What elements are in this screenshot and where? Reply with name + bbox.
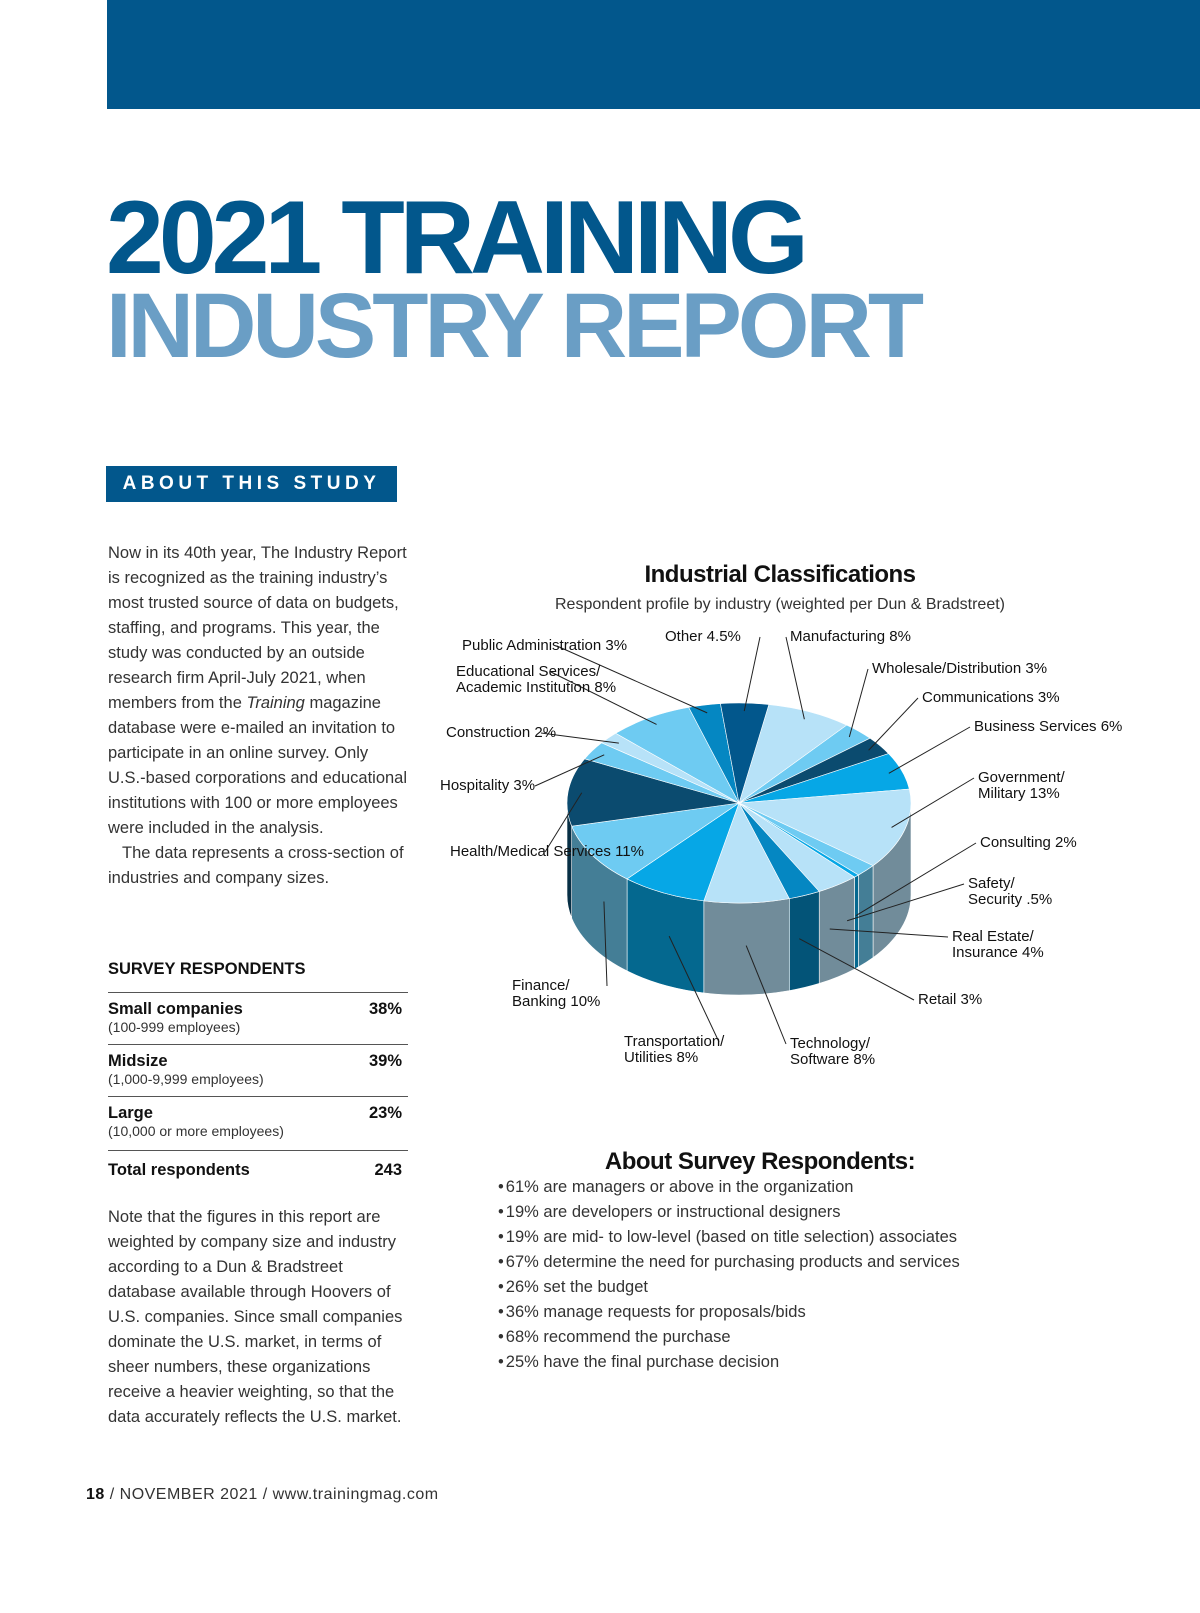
list-item: • 61% are managers or above in the organization bbox=[498, 1175, 960, 1200]
pie-slice-label: Government/ Military 13% bbox=[978, 769, 1065, 802]
list-item: • 19% are mid- to low-level (based on title selection) associates bbox=[498, 1225, 960, 1250]
table-row bbox=[108, 992, 408, 1044]
chart-subtitle: Respondent profile by industry (weighted per Dun & Bradstreet) bbox=[554, 596, 1005, 613]
intro-p1-end: magazine database were e-mailed an invitation to participate in an online survey. Only U.S.-based corporations and educational institutions with 100 or more employees were included in the analysis. bbox=[108, 694, 408, 837]
pie-slice-label: Finance/ Banking 10% bbox=[512, 977, 601, 1010]
pie-slice-label: Safety/ Security .5% bbox=[968, 875, 1053, 908]
intro-p1-start: Now in its 40th year, The Industry Report is recognized as the training industry’s most trusted source of data on budgets, staffing, and programs. This year, the study was conducted by an outside research firm April-July 2021, when members from the bbox=[108, 544, 407, 712]
pie-slice-label: Hospitality 3% bbox=[440, 777, 536, 794]
pie-slice-label: Communications 3% bbox=[922, 689, 1060, 706]
row-value: 23% bbox=[368, 1104, 402, 1122]
list-item: • 67% determine the need for purchasing products and services bbox=[498, 1250, 960, 1275]
about-respondents-title: About Survey Respondents: bbox=[604, 1148, 916, 1175]
total-label: Total respondents bbox=[108, 1161, 250, 1179]
row-sub: (100-999 employees) bbox=[108, 1019, 241, 1035]
page-footer bbox=[86, 1486, 439, 1504]
title-line-1: 2021 TRAINING bbox=[106, 180, 804, 296]
table-row-total bbox=[108, 1150, 408, 1186]
table-row bbox=[108, 1044, 408, 1096]
row-value: 38% bbox=[368, 1000, 402, 1018]
pie-slice-label: Educational Services/ Academic Institution 8% bbox=[456, 663, 617, 696]
total-value: 243 bbox=[374, 1161, 402, 1179]
pie-leader-line bbox=[744, 637, 760, 711]
section-tag: ABOUT THIS STUDY bbox=[106, 466, 397, 502]
list-item: • 68% recommend the purchase bbox=[498, 1325, 960, 1350]
table-row bbox=[108, 1096, 408, 1150]
header-bar bbox=[107, 0, 1200, 109]
row-value: 39% bbox=[368, 1052, 402, 1070]
pie-slice-label: Real Estate/ Insurance 4% bbox=[952, 928, 1044, 961]
footer-text: / NOVEMBER 2021 / www.trainingmag.com bbox=[104, 1486, 439, 1503]
pie-slice-label: Retail 3% bbox=[918, 991, 983, 1008]
pie-slice-label: Public Administration 3% bbox=[462, 637, 628, 654]
list-item: • 25% have the final purchase decision bbox=[498, 1350, 960, 1375]
list-item: • 36% manage requests for proposals/bids bbox=[498, 1300, 960, 1325]
row-sub: (10,000 or more employees) bbox=[108, 1123, 284, 1139]
intro-p2: The data represents a cross-section of industries and company sizes. bbox=[108, 844, 404, 887]
pie-leader-line bbox=[869, 698, 918, 750]
row-sub: (1,000-9,999 employees) bbox=[108, 1071, 264, 1087]
chart-title: Industrial Classifications bbox=[644, 561, 916, 588]
survey-respondents-table bbox=[108, 992, 408, 1186]
pie-slice-label: Other 4.5% bbox=[665, 628, 741, 645]
pie-slice-label: Wholesale/Distribution 3% bbox=[872, 660, 1048, 677]
note-text bbox=[108, 1205, 408, 1430]
pie-leader-line bbox=[786, 637, 804, 719]
row-label: Small companies bbox=[108, 1000, 243, 1018]
list-item: • 19% are developers or instructional designers bbox=[498, 1200, 960, 1225]
pie-leader-line bbox=[889, 727, 970, 773]
row-label: Large bbox=[108, 1104, 153, 1122]
survey-respondents-heading: SURVEY RESPONDENTS bbox=[108, 960, 306, 978]
pie-slice-label: Consulting 2% bbox=[980, 834, 1077, 851]
pie-slice-side bbox=[855, 875, 859, 969]
pie-slice-label: Health/Medical Services 11% bbox=[450, 843, 644, 860]
pie-slice-label: Technology/ Software 8% bbox=[790, 1035, 876, 1068]
pie-slice-label: Business Services 6% bbox=[974, 718, 1123, 735]
page-number: 18 bbox=[86, 1486, 105, 1503]
pie-slice-label: Manufacturing 8% bbox=[790, 628, 911, 645]
intro-p1-italic: Training bbox=[246, 694, 305, 712]
intro-text bbox=[108, 541, 408, 891]
row-label: Midsize bbox=[108, 1052, 168, 1070]
pie-leader-line bbox=[849, 669, 868, 737]
title-line-2: INDUSTRY REPORT bbox=[106, 275, 921, 377]
note-paragraph: Note that the figures in this report are weighted by company size and industry according to a Dun & Bradstreet database available through Hoovers of U.S. companies. Since small companies dominate the U.S. market, in terms of sheer numbers, these organizations receive a heavier weighting, so that the data accurately reflects the U.S. market. bbox=[108, 1208, 403, 1426]
list-item: • 26% set the budget bbox=[498, 1275, 960, 1300]
about-respondents-list bbox=[498, 1175, 960, 1375]
pie-slice-label: Construction 2% bbox=[446, 724, 557, 741]
pie-slice-label: Transportation/ Utilities 8% bbox=[624, 1033, 725, 1066]
